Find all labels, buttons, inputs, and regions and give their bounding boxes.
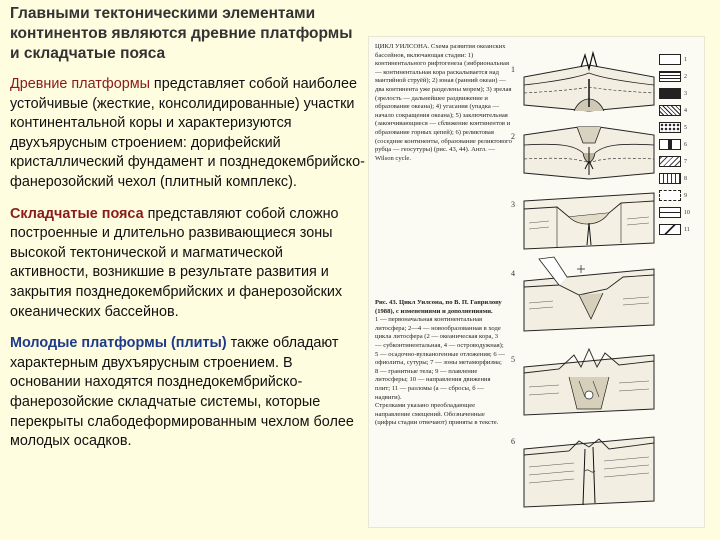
term-ancient-platforms: Древние платформы (10, 76, 150, 92)
legend-number: 7 (684, 158, 687, 165)
panel-number-5: 5 (511, 355, 515, 364)
paragraph-young-platforms-text: также обладают характерным двухъярусным строением. В основании находятся позднедокембрийско-фанерозойские складчатые системы, которые перекрыты слабодеформированным чехлом более молодых осадков. (10, 335, 354, 450)
legend-item (659, 221, 699, 238)
panel-number-1: 1 (511, 65, 515, 74)
term-fold-belts: Складчатые пояса (10, 205, 144, 222)
legend-swatch (659, 207, 681, 218)
term-young-platforms: Молодые платформы (плиты) (10, 335, 227, 352)
legend-number: 2 (684, 73, 687, 80)
legend-number: 8 (684, 175, 687, 182)
legend-number: 4 (684, 107, 687, 114)
legend-swatch (659, 54, 681, 65)
stage-6-relict-suture-diagram (519, 421, 659, 511)
legend-swatch (659, 122, 681, 133)
figure-caption-tail: Стрелками указано преобладающее направление смещений. Обозначенные (цифры стадии отвечают) приняты в тексте. (375, 402, 499, 427)
panel-number-3: 3 (511, 200, 515, 209)
figure-caption-head: Рис. 43. Цикл Уилсона, по В. П. Гаврилову (1988), с изменениями и дополнениями. (375, 299, 502, 315)
paragraph-fold-belts-text: представляют собой сложно построенные и длительно развивающиеся зоны высокой тектонической и магматической активности, возникшие в результате развития и закрытия позднедокембрийских и фанерозойских океанических бассейнов. (10, 205, 343, 320)
legend-swatch (659, 173, 681, 184)
legend-number: 11 (684, 226, 690, 233)
panel-number-2: 2 (511, 132, 515, 141)
legend-swatch (659, 156, 681, 167)
stage-4-decline-diagram (519, 255, 659, 337)
paragraph-fold-belts (10, 205, 365, 323)
legend-item (659, 68, 699, 85)
stage-2-young-ocean-diagram (519, 113, 659, 183)
legend-item (659, 102, 699, 119)
legend-item (659, 170, 699, 187)
paragraph-ancient-platforms (10, 75, 365, 193)
panel-number-6: 6 (511, 437, 515, 446)
figure-caption-body: 1 — первоначальная континентальная литосфера; 2—4 — новообразованная в ходе цикла литосфера (2 — океаническая кора, 3 — субконтинентальная, 4 — островодужная); 5 — осадочно-вулканогенные отложения; 6 — офиолиты, сутуры; 7 — зоны метаморфизма; 8 — гранитные тела; 9 — плавление литосферы; 10 — направления движения плит; 11 — разломы (а — сбросы, б — надвиги). (375, 316, 505, 401)
legend-item (659, 153, 699, 170)
figure-description: ЦИКЛ УИЛСОНА. Схема развития океанских бассейнов, включающая стадии: 1) континентального рифтогенеза (эмбриональная — континентальная кора раскалывается над мантийной струёй); 2) юная (ранний океан) — два континента уже разделены морем); 3) зрелая (зрелость — дальнейшее раздвижение и образование океана); 4) угасания (упадка — начало сокращения океана); 5) заключительная (закончивающиеся — сближение континентов и образование горных цепей); 6) реликтовая (соседние континенты, образование реликтового рубца — геосутуры) (рис. 43, 44). Англ. — Wilson cycle. (375, 43, 512, 162)
legend-swatch (659, 105, 681, 116)
legend-item (659, 204, 699, 221)
figure-caption (375, 299, 505, 524)
panel-number-4: 4 (511, 269, 515, 278)
legend-item (659, 136, 699, 153)
figure-legend (659, 51, 699, 238)
legend-number: 1 (684, 56, 687, 63)
legend-swatch (659, 88, 681, 99)
slide-title: Главными тектоническими элементами континентов являются древние платформы и складчатые пояса (10, 5, 353, 62)
legend-number: 5 (684, 124, 687, 131)
stage-3-mature-ocean-diagram (519, 183, 659, 255)
legend-number: 6 (684, 141, 687, 148)
stage-1-rift-diagram (519, 47, 659, 115)
legend-number: 10 (684, 209, 690, 216)
stage-5-closing-diagram (519, 337, 659, 419)
legend-swatch (659, 190, 681, 201)
paragraph-young-platforms (10, 334, 365, 452)
legend-item (659, 119, 699, 136)
legend-number: 9 (684, 192, 687, 199)
legend-swatch (659, 71, 681, 82)
legend-number: 3 (684, 90, 687, 97)
legend-item (659, 85, 699, 102)
legend-item (659, 51, 699, 68)
legend-swatch (659, 139, 681, 150)
legend-item (659, 187, 699, 204)
text-column (10, 4, 365, 452)
legend-swatch (659, 224, 681, 235)
wilson-cycle-figure (368, 36, 705, 528)
paragraph-ancient-platforms-text: представляет собой наиболее устойчивые (жесткие, консолидированные) участки континентальной коры и характеризуются двухъярусным строением: дорифейский кристаллический фундамент и позднедокембрийско-фанерозойский чехол (плитный комплекс). (10, 76, 365, 190)
